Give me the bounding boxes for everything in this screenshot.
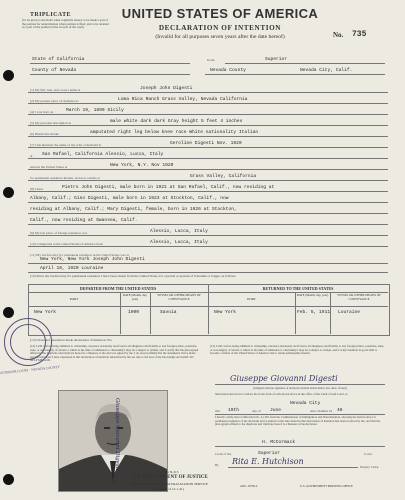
this-label: this xyxy=(215,409,220,413)
col-date: DATE (Month, day, year) xyxy=(122,293,148,301)
item-value: New York, New York Joseph John Digesti xyxy=(40,257,145,262)
binder-hole xyxy=(3,70,14,81)
clerk-name: H. McCormack xyxy=(262,440,296,445)
item-value: San Rafael, California Alessio, Lucca, Italy xyxy=(42,152,164,157)
anno-label: anno Domini 19 xyxy=(310,409,333,413)
item-label: (11) My lawful entry for permanent residence in the United States was at xyxy=(30,253,129,257)
item-label: (9) My last place of foreign residence was xyxy=(30,231,88,235)
item-label: entered the United States at xyxy=(30,165,68,169)
court-city: Nevada City, Calif. xyxy=(300,68,353,73)
item-value: New York, N.Y. Nov 1920 xyxy=(110,163,174,168)
table-cell: New York xyxy=(214,310,237,315)
item-value: Grass Valley, California xyxy=(190,174,257,179)
item-label: (6) Distinctive marks xyxy=(30,132,59,136)
table-cell: Savoia xyxy=(160,310,177,315)
col-vessel: VESSEL OR OTHER MEANS OF CONVEYANCE xyxy=(337,293,381,301)
clerk-label: Clerk of the xyxy=(215,452,232,456)
stamp-text: SUPERIOR COURT · NEVADA COUNTY xyxy=(0,364,61,376)
col-port: PORT xyxy=(247,297,256,301)
service-name: IMMIGRATION AND NATURALIZATION SERVICE xyxy=(132,482,208,486)
table-cell: 1900 xyxy=(128,310,140,315)
item-value: Pietro John Digesti, male born in 1921 at San Rafael, Calif., now residing at xyxy=(62,185,275,190)
table-cell: Louraine xyxy=(338,310,361,315)
item-value: Geroline Digesti Nov. 1920 xyxy=(170,141,242,146)
deputy-label: Deputy Clerk. xyxy=(360,465,380,469)
clerk-city: Nevada City xyxy=(290,401,321,406)
departed-heading: DEPARTED FROM THE UNITED STATES xyxy=(79,286,157,291)
country-title: UNITED STATES OF AMERICA xyxy=(121,6,319,21)
item-label: for permanent residence therein, and now resides at xyxy=(30,176,100,180)
binder-hole xyxy=(3,474,14,485)
month-value: June xyxy=(270,408,282,413)
printing-office: U.S. GOVERNMENT PRINTING OFFICE xyxy=(300,484,353,488)
triplicate-title: TRIPLICATE xyxy=(30,12,71,18)
item-label: (2) My present place of residence is xyxy=(30,99,79,103)
binder-hole xyxy=(3,307,14,318)
form-number: Form N-315 xyxy=(161,470,179,474)
document-title: DECLARATION OF INTENTION xyxy=(158,24,282,32)
county-field: County of Nevada xyxy=(32,68,77,73)
clerk-court: Superior xyxy=(258,451,281,456)
state-field: State of California xyxy=(32,57,85,62)
item-value: Albany, Calif.; Gino Digesti, male born in 1923 at Stockton, Calif., now xyxy=(30,196,229,201)
item-value: male white dark dark Gray height 5 feet 4 inches xyxy=(110,119,243,124)
col-vessel: VESSEL OR OTHER MEANS OF CONVEYANCE xyxy=(157,293,201,301)
edition-note: (Edition of 12-1-41) xyxy=(156,487,184,491)
item-label: (4) I was born on xyxy=(30,110,54,114)
signature-note: (Original and true signature of declarant without abbreviation, also alias, if used) xyxy=(253,386,347,390)
court-name: Superior xyxy=(265,57,288,62)
col-date: DATE (Month, day, year) xyxy=(296,293,329,297)
by-label: By xyxy=(215,463,219,467)
day-of-label: day of xyxy=(252,409,261,413)
oath-right: (15) I will, before being admitted to citizenship, renounce absolutely and forever all allegiance and fidelity to any foreign prince, potentate, state, or sovereignty of whom or which at the time of admission to citizenship I may be a subject or citizen, and it is my intention in good faith to become a citizen of the United States of America and to reside permanently therein. xyxy=(210,344,385,356)
item-value: March 19, 1890 Sicily xyxy=(66,108,124,113)
department-name: U.S. DEPARTMENT OF JUSTICE xyxy=(132,475,208,480)
item-value: residing at Albany, Calif.; Mary Digesti, female, born in 1926 at Stockton, xyxy=(30,207,237,212)
table-cell: New York xyxy=(34,310,57,315)
item-value: Calif., now residing at Swansea, Calif. xyxy=(30,218,138,223)
col-port: PORT xyxy=(69,297,79,301)
day-value: 10th xyxy=(228,408,240,413)
item-value: Alessio, Lucca, Italy xyxy=(150,229,208,234)
validity-note: (Invalid for all purposes seven years after the date hereof) xyxy=(155,34,285,40)
item-value: Alessio, Lucca, Italy xyxy=(150,240,208,245)
item12-text: (12) Since my lawful entry for permanent residence I have been absent from the United States, for a period or periods of 6 months or longer, as follows: xyxy=(30,274,237,278)
court-label: Court. xyxy=(364,452,373,456)
item-label: (10) I emigrated to the United States of America from xyxy=(30,242,103,246)
item-label: (7) I am married; the name of my wife or husband is xyxy=(30,143,102,147)
item-label: (1) My full, true, and correct name is xyxy=(30,88,81,92)
item-value: Loma Rica Ranch Grass Valley, Nevada California xyxy=(118,97,248,102)
triplicate-note: (To be given to declarant when originally issued; to be made a part of the petition for naturalization when petition is filed; and to be retained as a part of the petition in the records of the court) xyxy=(22,18,109,30)
binder-hole xyxy=(3,187,14,198)
photo-signature: Giuseppe Giovanni Digesti xyxy=(114,398,120,471)
item-value: amputated right leg below knee race White nationality Italian xyxy=(90,130,259,135)
item-label: (8) I have xyxy=(30,187,44,191)
table-cell: Feb. 5, 1911 xyxy=(297,310,331,315)
form-code: 4/60--10736-2 xyxy=(240,484,258,488)
year-value: 46 xyxy=(337,408,343,413)
subscribed-text: Subscribed and sworn to before me in the form of oath shown above in the office of the Clerk of said Court, at xyxy=(215,392,348,396)
declarant-signature: Giuseppe Giovanni Digesti xyxy=(230,374,338,383)
number-label: No. xyxy=(333,31,344,39)
returned-heading: RETURNED TO THE UNITED STATES xyxy=(262,286,334,291)
item-label: at xyxy=(30,154,33,158)
court-seal-inner xyxy=(10,324,46,360)
oath-left: (14) I will, before being admitted to citizenship, renounce absolutely and forever all allegiance and fidelity to any foreign prince, potentate, state, or sovereignty of whom or which at the time of admission to citizenship I may be a subject or citizen, and I certify that the photograph affixed to the duplicate and triplicate hereof is a likeness of me and was signed by me. I do swear (affirm) that the statements I have made and the intentions I have expressed in this declaration of intention subscribed by me are true to the best of my knowledge and belief: SO HELP ME GOD. xyxy=(30,344,199,363)
certificate-number: 735 xyxy=(352,30,367,39)
court-county: Nevada County xyxy=(210,68,246,73)
item-label: (5) My personal description is xyxy=(30,121,71,125)
in-the-label: In the xyxy=(207,58,215,62)
item-value: April 18, 1920 Louraine xyxy=(40,266,104,271)
item-value: Joseph John Digesti xyxy=(140,86,193,91)
certification-text: I hereby certify that Certification No. 4-1181 from the Commissioner of Immigration and Naturalization, showing the lawful entry for permanent residence of the declarant above named on the date stated in this declaration of intention has been received by me, and that the photograph affixed to the duplicate and triplicate hereof is a likeness of the declarant. xyxy=(215,415,381,427)
item13-text: (13) I have not heretofore made declaration of intention: No. xyxy=(30,338,113,342)
deputy-signature: Rita E. Hutchison xyxy=(232,457,304,466)
